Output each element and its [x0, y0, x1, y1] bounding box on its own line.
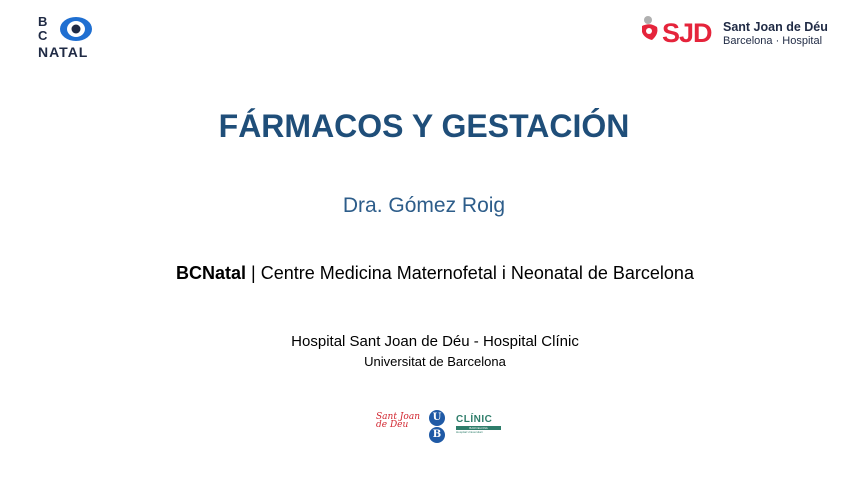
clinic-logo: [456, 415, 501, 434]
sjd-logo-name: Sant Joan de Déu: [723, 20, 828, 34]
centre-name-rest: | Centre Medicina Maternofetal i Neonatal de Barcelona: [246, 263, 694, 283]
centre-name-bold: BCNatal: [176, 263, 247, 283]
centre-name: [170, 262, 700, 285]
hospitals-line: Hospital Sant Joan de Déu - Hospital Clínic: [291, 333, 579, 350]
sjd-logo-subtitle: Barcelona · Hospital: [723, 35, 823, 47]
bcnatal-logo-c: C: [38, 28, 48, 43]
sjd-logo: [640, 14, 828, 50]
bcnatal-logo-letters: [38, 15, 47, 43]
sjd-emblem-icon: [640, 14, 660, 44]
sjd-logo-letters: SJD: [662, 18, 712, 48]
bcnatal-logo-b: B: [38, 14, 48, 29]
ub-logo-b: B: [429, 427, 445, 443]
bcnatal-logo: [38, 15, 108, 61]
sjd-small-logo-name-2: de Déu: [376, 420, 409, 430]
clinic-logo-name: CLÍNIC: [456, 414, 493, 425]
university-line: Universitat de Barcelona: [364, 354, 506, 369]
sjd-small-logo-name-1: Sant Joan: [376, 412, 420, 422]
clinic-logo-subtitle: Hospital Universitari: [456, 430, 483, 434]
clinic-logo-bar: BARCELONA: [456, 426, 501, 430]
sjd-small-logo-subtitle: [376, 432, 422, 436]
bcnatal-logo-natal: NATAL: [38, 44, 89, 60]
ub-logo-u: U: [429, 410, 445, 426]
slide-author: Dra. Gómez Roig: [342, 194, 506, 217]
ub-logo: [429, 410, 447, 444]
slide-title: FÁRMACOS Y GESTACIÓN: [218, 108, 630, 144]
bcnatal-eye-icon: [58, 15, 94, 43]
institution-logos: [376, 409, 501, 445]
sjd-small-logo: [376, 413, 422, 436]
